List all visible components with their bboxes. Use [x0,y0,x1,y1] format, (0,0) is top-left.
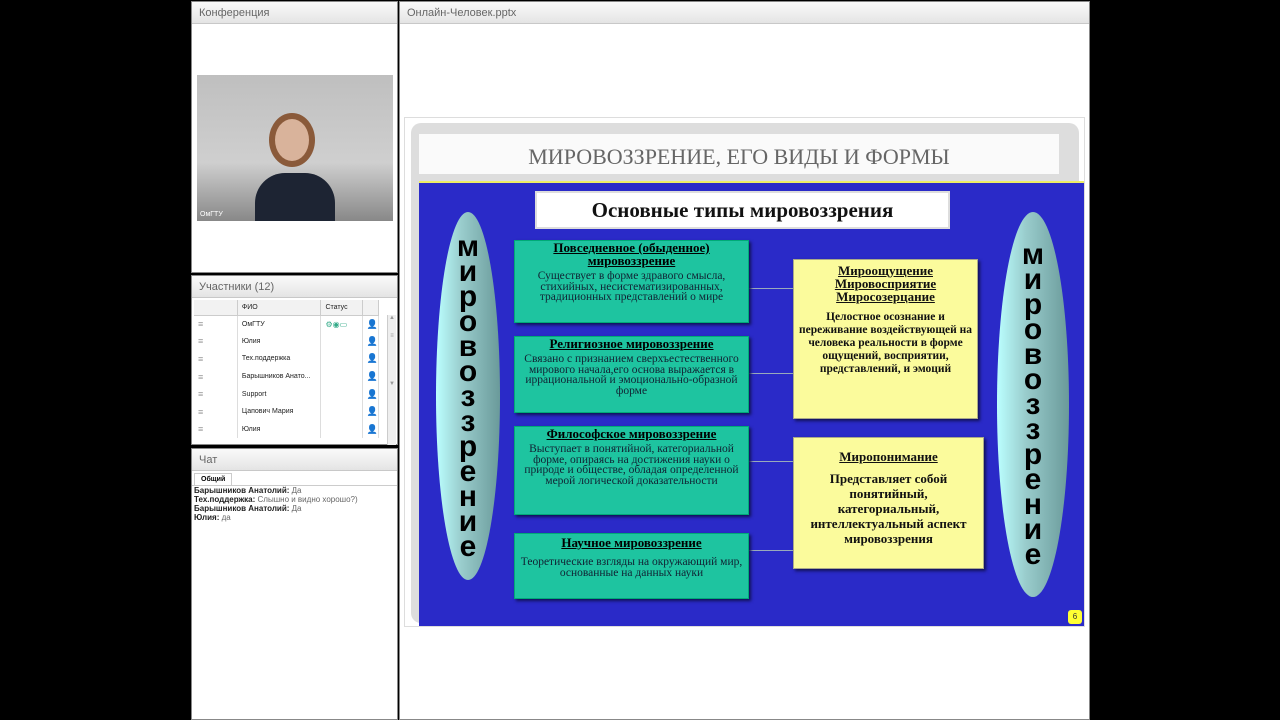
table-row[interactable]: ≡ Юлия 👤 [194,333,379,351]
participants-table [194,300,379,438]
participants-title: Участники (12) [192,276,397,298]
user-icon: 👤 [362,421,378,439]
type-box-everyday: Повседневное (обыденное) мировоззрение Существует в форме здравого смысла, стихийных, несистематизированных, традиционных представлений о мире [514,240,749,323]
oval-word: м и р о в о з з р е н и е [1021,238,1045,571]
menu-icon[interactable]: ≡ [194,368,237,386]
user-icon: 👤 [362,315,378,333]
speaker-image [255,115,325,221]
slide-header: МИРОВОЗЗРЕНИЕ, ЕГО ВИДЫ И ФОРМЫ [419,134,1059,174]
col-status[interactable]: Статус [321,300,362,315]
chat-title: Чат [192,449,397,471]
type-box-philosophical: Философское мировоззрение Выступает в понятийной, категориальной форме, опираясь на достижения науки о природе и обществе, обладая определенной мерой логической доказательности [514,426,749,515]
chat-panel [191,448,398,720]
chat-message: Юлия: да [194,513,231,522]
video-label: ОмГТУ [200,211,223,218]
user-icon: 👤 [362,350,378,368]
menu-icon[interactable]: ≡ [194,315,237,333]
conference-title: Конференция [192,2,397,24]
oval-word: м и р о в о з з р е н и е [456,229,480,563]
chat-messages [192,485,397,522]
tab-general[interactable]: Общий [194,473,232,485]
participants-panel [191,275,398,445]
video-feed[interactable] [197,75,393,221]
user-icon: 👤 [362,368,378,386]
conference-panel [191,1,398,273]
type-box-religious: Религиозное мировоззрение Связано с признанием сверхъестественного мирового начала,его основа выражается в иррациональной и эмоционально-образной форме [514,336,749,413]
user-icon: 👤 [362,403,378,421]
page-number: 6 [1068,610,1082,624]
menu-icon[interactable]: ≡ [194,333,237,351]
right-oval [997,212,1069,597]
presentation-title: Онлайн-Человек.pptx [400,2,1089,24]
menu-icon[interactable]: ≡ [194,385,237,403]
menu-icon[interactable]: ≡ [194,403,237,421]
table-row[interactable]: ≡ Барышников Анато... 👤 [194,368,379,386]
user-icon: 👤 [362,333,378,351]
table-row[interactable]: ≡ Юлия 👤 [194,421,379,439]
menu-icon[interactable]: ≡ [194,350,237,368]
table-row[interactable]: ≡ ОмГТУ ⚙◉▭ 👤 [194,315,379,333]
form-box-understanding: Миропонимание Представляет собой понятийный, категориальный, интеллектуальный аспект мировоззрения [793,437,984,569]
table-row[interactable]: ≡ Цапович Мария 👤 [194,403,379,421]
user-icon: 👤 [362,385,378,403]
menu-icon[interactable]: ≡ [194,421,237,439]
type-box-scientific: Научное мировоззрение Теоретические взгляды на окружающий мир, основанные на данных науки [514,533,749,599]
form-box-perception: Мироощущение Мировосприятие Миросозерцание Целостное осознание и переживание воздействующей на человека реальности в форме ощущений, восприятии, представлений, и эмоций [793,259,978,419]
participants-scrollbar[interactable]: ▲ ≡ ▼ [387,315,396,445]
chat-message: Барышников Анатолий: Да [194,486,302,495]
table-row[interactable]: ≡ Тех.поддержка 👤 [194,350,379,368]
slide [404,117,1085,627]
slide-diagram [419,181,1084,626]
left-oval [436,212,500,580]
col-name[interactable]: ФИО [237,300,321,315]
status-icons: ⚙◉▭ [321,315,362,333]
chat-message: Барышников Анатолий: Да [194,504,302,513]
chat-message: Тех.поддержка: Слышно и видно хорошо?) [194,495,358,504]
table-row[interactable]: ≡ Support 👤 [194,385,379,403]
diagram-title: Основные типы мировоззрения [535,191,950,229]
